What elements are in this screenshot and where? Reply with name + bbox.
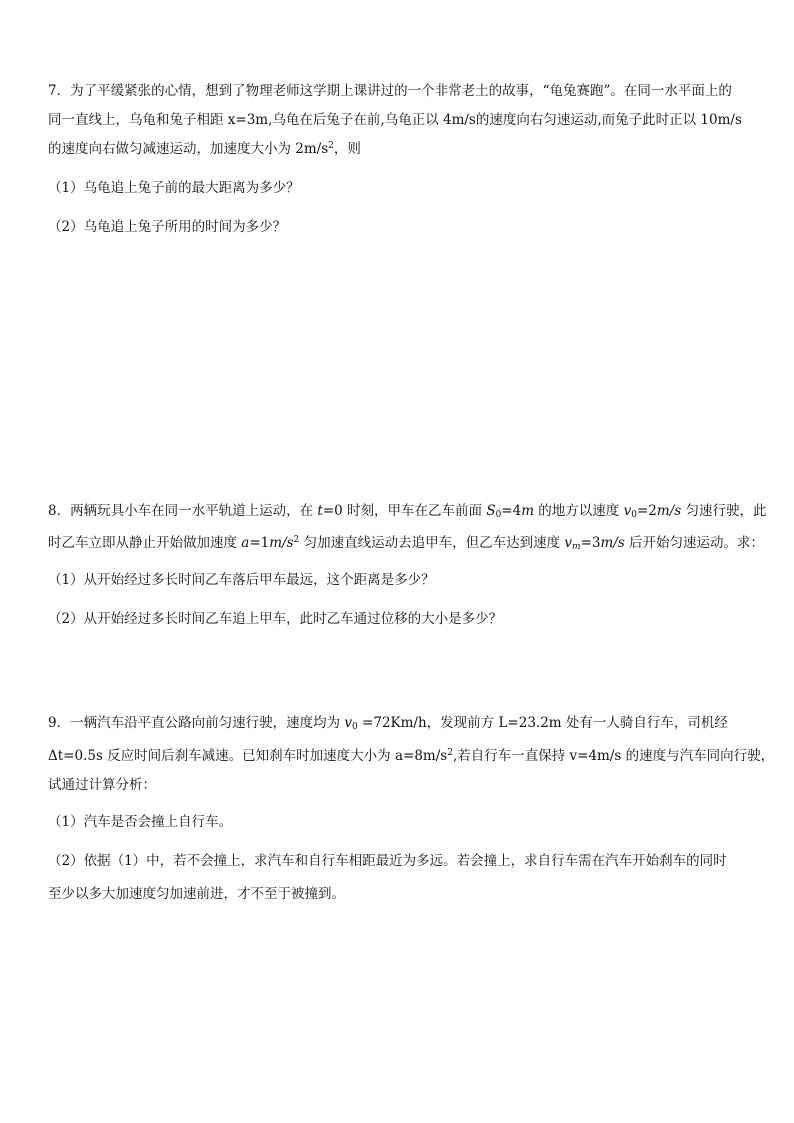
unit: m (521, 503, 535, 519)
problem-text: 时乙车立即从静止开始做加速度 (48, 535, 242, 551)
problem-9-line-1 (48, 714, 753, 733)
problem-text: =0 时刻，甲车在乙车前面 (322, 503, 487, 519)
subquestion-1: （1）汽车是否会撞上自行车。 (48, 814, 233, 830)
problem-text: ,若自行车一直保持 v=4m/s 的速度与汽车同向行驶， (452, 748, 775, 764)
variable: S (486, 503, 496, 519)
problem-text: 的地方以速度 (534, 503, 624, 519)
problem-text: Δt=0.5s 反应时间后刹车减速。已知刹车时加速度大小为 a=8m/s (48, 748, 448, 764)
unit: m/s (269, 535, 294, 551)
subscript: m (572, 542, 581, 552)
problem-text: 两辆玩具小车在同一水平轨道上运动，在 (70, 503, 318, 519)
variable: t (317, 503, 323, 519)
problem-text: ，则 (333, 141, 361, 157)
subquestion-2: （2）乌龟追上兔子所用的时间为多少？ (48, 219, 287, 235)
variable: a (241, 535, 250, 551)
superscript: 2 (328, 141, 334, 151)
problem-number: 9． (48, 715, 71, 731)
problem-text: 后开始匀速运动。求： (624, 535, 765, 551)
problem-9-line-3: 试通过计算分析： (48, 777, 156, 793)
subscript: 0 (631, 510, 637, 520)
subquestion-1: （1）从开始经过多长时间乙车落后甲车最远，这个距离是多少？ (48, 572, 435, 588)
unit: m/s (600, 535, 625, 551)
variable: v (623, 503, 632, 519)
problem-9 (48, 714, 775, 904)
problem-text: 的速度向右做匀减速运动，加速度大小为 2m/s (48, 141, 329, 157)
problem-text: 匀速行驶，此 (681, 503, 767, 519)
problem-9-line-2 (48, 747, 775, 766)
problem-text: 一辆汽车沿平直公路向前匀速行驶，速度均为 (70, 715, 345, 731)
problem-7-line-3 (48, 140, 753, 159)
unit: m/s (656, 503, 682, 519)
superscript: 2 (293, 535, 300, 545)
problem-text: 匀加速直线运动去追甲车，但乙车达到速度 (299, 535, 565, 551)
problem-text: =4 (501, 503, 522, 519)
subquestion-2: （2）依据（1）中，若不会撞上，求汽车和自行车相距最近为多远。若会撞上，求自行车需在汽车开始刹车的同时 (48, 853, 727, 869)
problem-text: =1 (249, 535, 270, 551)
problem-text: =3 (580, 535, 601, 551)
superscript: 2 (447, 748, 453, 758)
problem-8 (48, 502, 767, 629)
subquestion-2: （2）从开始经过多长时间乙车追上甲车，此时乙车通过位移的大小是多少？ (48, 611, 503, 627)
problem-8-line-2 (48, 534, 765, 553)
subquestion-1: （1）乌龟追上兔子前的最大距离为多少？ (48, 180, 300, 196)
variable: v (344, 715, 353, 731)
problem-number: 7． (48, 83, 71, 99)
problem-7 (48, 82, 753, 237)
problem-text: 为了平缓紧张的心情，想到了物理老师这学期上课讲过的一个非常老土的故事，“龟兔赛跑”。在同一水平面上的 (70, 83, 732, 99)
subscript: 0 (495, 510, 502, 520)
variable: v (564, 535, 573, 551)
subquestion-2-continued: 至少以多大加速度匀加速前进，才不至于被撞到。 (48, 886, 345, 902)
subscript: 0 (352, 722, 358, 732)
problem-text: =2 (636, 503, 657, 519)
problem-7-line-1 (48, 82, 753, 101)
problem-text: =72Km/h，发现前方 L=23.2m 处有一人骑自行车，司机经 (357, 715, 728, 731)
problem-8-line-1 (48, 502, 767, 521)
problem-number: 8． (48, 503, 71, 519)
problem-7-line-2: 同一直线上，乌龟和兔子相距 x=3m,乌龟在后兔子在前,乌龟正以 4m/s的速度向右匀速运动,而兔子此时正以 10m/s (48, 112, 742, 128)
